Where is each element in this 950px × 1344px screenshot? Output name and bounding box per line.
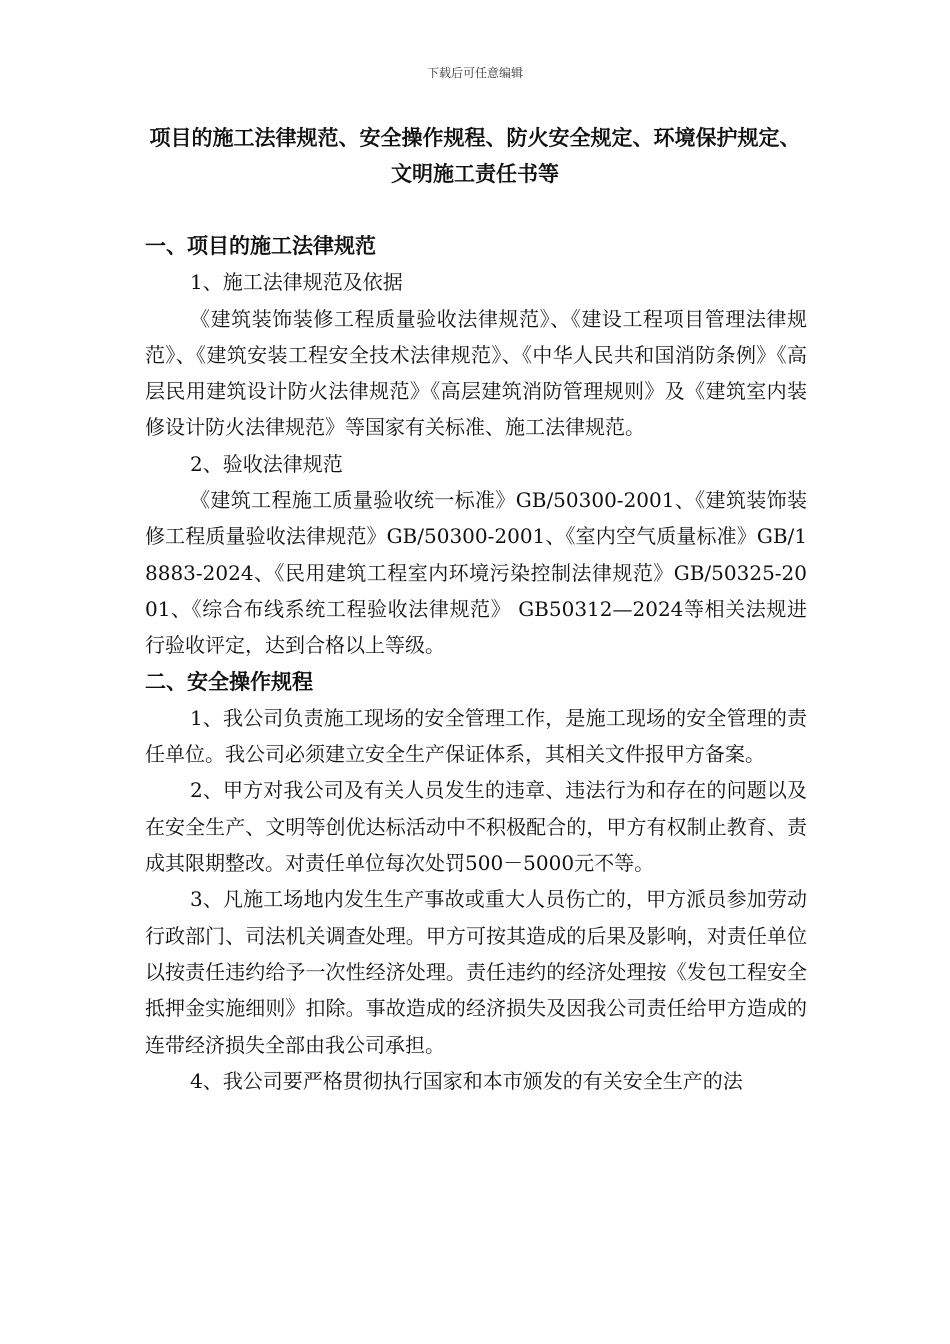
paragraph-acceptance: 《建筑工程施工质量验收统一标准》GB/50300-2001、《建筑装饰装修工程质量验收法律规范》GB/50300-2001、《室内空气质量标准》GB/18883-2024、《民用建筑工程室内环境污染控制法律规范》GB/50325-2001、《综合布线系统工程验收法律规范》 GB50312—2024等相关法规进行验收评定，达到合格以上等级。 <box>145 488 807 658</box>
title-line-1: 项目的施工法律规范、安全操作规程、防火安全规定、环境保护规定、 <box>149 126 801 150</box>
subsection-heading-1-1: 1、施工法律规范及依据 <box>190 270 403 295</box>
paragraph-safety-4: 4、我公司要严格贯彻执行国家和本市颁发的有关安全生产的法 <box>190 1068 743 1093</box>
paragraph-standards: 《建筑装饰装修工程质量验收法律规范》、《建设工程项目管理法律规范》、《建筑安装工程安全技术法律规范》、《中华人民共和国消防条例》《高层民用建筑设计防火法律规范》《高层建筑消防管理规则》及《建筑室内装修设计防火法律规范》等国家有关标准、施工法律规范。 <box>145 306 807 440</box>
document-body <box>145 228 807 1099</box>
document-title <box>145 120 805 192</box>
title-line-2: 文明施工责任书等 <box>391 162 559 186</box>
paragraph-safety-2: 2、甲方对我公司及有关人员发生的违章、违法行为和存在的问题以及在安全生产、文明等创优达标活动中不积极配合的，甲方有权制止教育、责成其限期整改。对责任单位每次处罚500－5000元不等。 <box>145 778 807 876</box>
subsection-heading-1-2: 2、验收法律规范 <box>190 451 343 476</box>
header-note: 下载后可任意编辑 <box>426 66 523 80</box>
section-heading-1: 一、项目的施工法律规范 <box>145 234 376 258</box>
paragraph-safety-3: 3、凡施工场地内发生生产事故或重大人员伤亡的，甲方派员参加劳动行政部门、司法机关调查处理。甲方可按其造成的后果及影响，对责任单位以按责任违约给予一次性经济处理。责任违约的经济处理按《发包工程安全抵押金实施细则》扣除。事故造成的经济损失及因我公司责任给甲方造成的连带经济损失全部由我公司承担。 <box>145 887 807 1057</box>
paragraph-safety-1: 1、我公司负责施工现场的安全管理工作，是施工现场的安全管理的责任单位。我公司必须建立安全生产保证体系，其相关文件报甲方备案。 <box>145 705 807 767</box>
section-heading-2: 二、安全操作规程 <box>145 669 313 694</box>
